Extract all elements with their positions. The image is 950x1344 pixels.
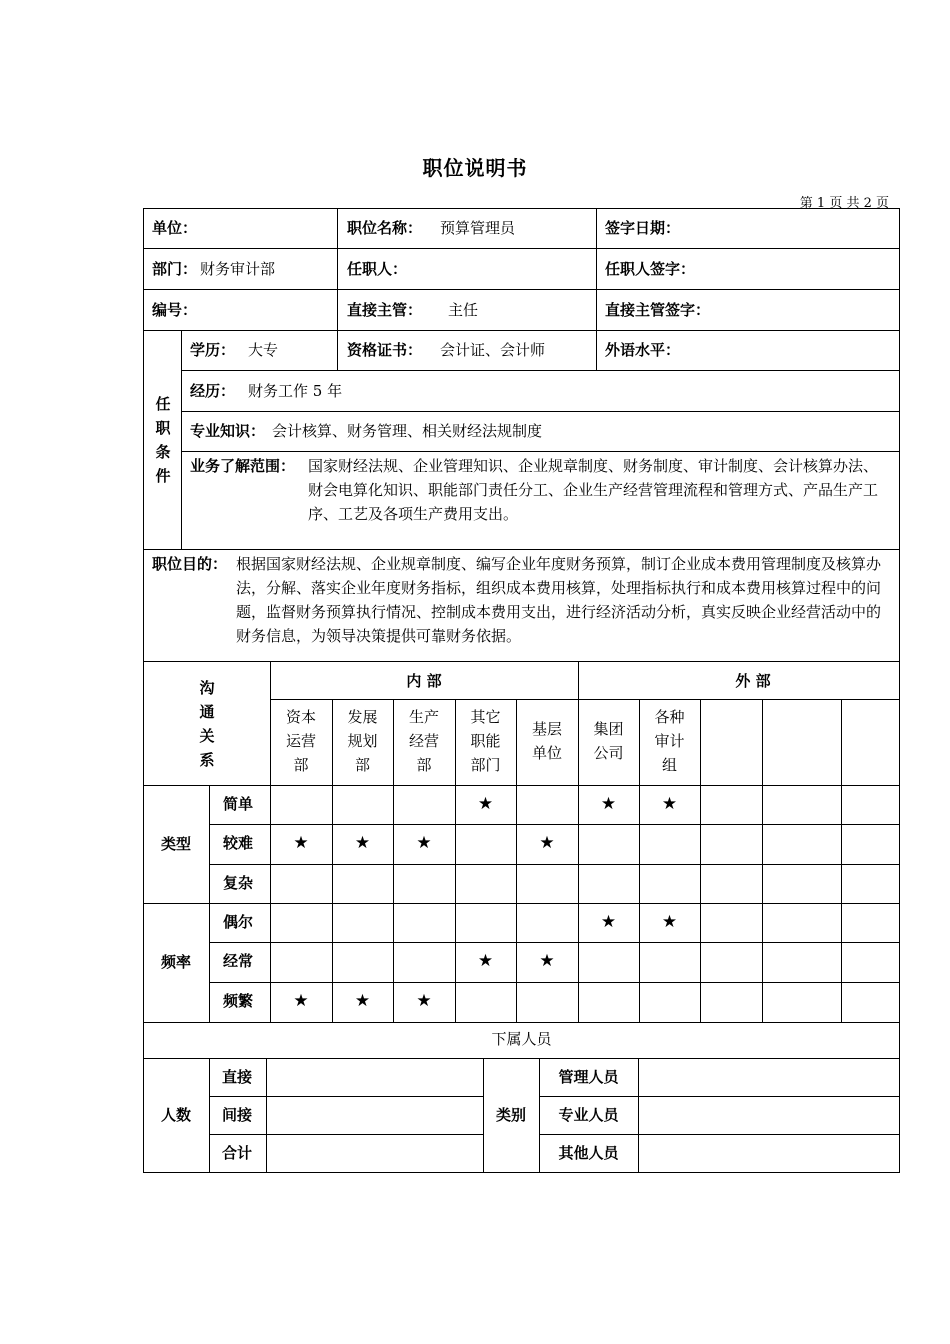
row-divider bbox=[209, 982, 900, 983]
incumbent-label: 任职人： bbox=[347, 260, 408, 278]
row-divider bbox=[209, 824, 900, 825]
sign-date-label: 签字日期： bbox=[605, 219, 681, 237]
star-mark-0-0-3: ★ bbox=[477, 794, 494, 814]
headcount-total-label: 合计 bbox=[222, 1144, 253, 1162]
experience-label: 经历： bbox=[190, 382, 236, 400]
number-label: 编号： bbox=[152, 301, 198, 319]
language-label: 外语水平： bbox=[605, 341, 681, 359]
headcount-indirect-label: 间接 bbox=[222, 1106, 253, 1124]
column-header-0: 资本运营部 bbox=[285, 708, 316, 774]
education-label: 学历： bbox=[190, 341, 236, 359]
star-mark-1-1-3: ★ bbox=[477, 951, 494, 971]
star-mark-1-0-6: ★ bbox=[661, 912, 678, 932]
row-divider bbox=[181, 411, 900, 412]
purpose-value: 根据国家财经法规、企业规章制度、编写企业年度财务预算，制订企业成本费用管理制度及核算办法，分解、落实企业年度财务指标，组织成本费用核算，处理指标执行和成本费用核算过程中的问题，监督财务预算执行情况、控制成本费用支出，进行经济活动分析，真实反映企业经营活动中的财务信息，为领导决策提供可靠财务依据。 bbox=[236, 555, 882, 645]
business-scope-label: 业务了解范围： bbox=[190, 457, 296, 475]
column-header-5: 集团公司 bbox=[593, 720, 624, 762]
qualification-section-label: 任职条件 bbox=[155, 395, 171, 485]
row-divider bbox=[539, 1134, 900, 1135]
row-divider bbox=[143, 903, 900, 904]
column-header-2: 生产经营部 bbox=[408, 708, 439, 774]
star-mark-0-0-5: ★ bbox=[600, 794, 617, 814]
knowledge-label: 专业知识： bbox=[190, 422, 266, 440]
col-divider bbox=[393, 699, 394, 1022]
col-divider bbox=[266, 1058, 267, 1173]
row-label-0-1: 较难 bbox=[223, 834, 254, 852]
certificate-value: 会计证、会计师 bbox=[440, 341, 546, 359]
row-label-1-2: 频繁 bbox=[223, 992, 254, 1010]
star-mark-0-1-0: ★ bbox=[293, 833, 309, 853]
col-divider bbox=[841, 699, 842, 1022]
row-divider bbox=[143, 661, 900, 662]
row-divider bbox=[209, 1134, 483, 1135]
experience-value: 财务工作 5 年 bbox=[248, 382, 343, 400]
group-label-0: 类型 bbox=[160, 835, 191, 853]
col-divider bbox=[638, 1058, 639, 1173]
star-mark-0-1-2: ★ bbox=[416, 833, 432, 853]
star-mark-1-0-5: ★ bbox=[600, 912, 617, 932]
col-divider bbox=[332, 699, 333, 1022]
row-label-1-0: 偶尔 bbox=[223, 913, 254, 931]
supervisor-value: 主任 bbox=[448, 301, 479, 319]
subordinates-title: 下属人员 bbox=[491, 1030, 552, 1048]
row-divider bbox=[143, 549, 900, 550]
category-professional-label: 专业人员 bbox=[558, 1106, 619, 1124]
group-label-1: 频率 bbox=[160, 953, 191, 971]
col-divider bbox=[596, 208, 597, 370]
column-header-4: 基层单位 bbox=[531, 720, 562, 762]
row-divider bbox=[143, 1058, 900, 1059]
category-label: 类别 bbox=[495, 1106, 526, 1124]
star-mark-0-1-1: ★ bbox=[354, 833, 371, 853]
col-divider bbox=[209, 1058, 210, 1173]
headcount-direct-label: 直接 bbox=[222, 1068, 253, 1086]
position-name-label: 职位名称： bbox=[347, 219, 423, 237]
supervisor-label: 直接主管： bbox=[347, 301, 423, 319]
star-mark-1-1-4: ★ bbox=[539, 951, 555, 971]
row-label-0-2: 复杂 bbox=[223, 874, 254, 892]
col-divider bbox=[578, 661, 579, 1022]
col-divider bbox=[762, 699, 763, 1022]
page-number: 第 1 页 共 2 页 bbox=[799, 196, 889, 211]
row-divider bbox=[143, 1022, 900, 1023]
star-mark-1-2-0: ★ bbox=[293, 991, 309, 1011]
document-title: 职位说明书 bbox=[422, 156, 528, 180]
row-divider bbox=[209, 942, 900, 943]
col-divider bbox=[337, 208, 338, 370]
row-label-0-0: 简单 bbox=[223, 795, 254, 813]
dept-label: 部门： bbox=[152, 260, 198, 278]
col-divider bbox=[700, 699, 701, 1022]
position-name-value: 预算管理员 bbox=[440, 219, 516, 237]
star-mark-0-0-6: ★ bbox=[661, 794, 678, 814]
supervisor-sign-label: 直接主管签字： bbox=[605, 301, 711, 319]
row-divider bbox=[209, 864, 900, 865]
row-divider bbox=[143, 289, 900, 290]
internal-header: 内 部 bbox=[406, 672, 442, 690]
column-header-1: 发展规划部 bbox=[347, 708, 378, 774]
certificate-label: 资格证书： bbox=[347, 341, 423, 359]
star-mark-1-2-2: ★ bbox=[416, 991, 432, 1011]
unit-label: 单位： bbox=[152, 219, 198, 237]
dept-value: 财务审计部 bbox=[200, 260, 276, 278]
col-divider bbox=[639, 699, 640, 1022]
row-divider bbox=[270, 699, 900, 700]
headcount-label: 人数 bbox=[160, 1106, 191, 1124]
qualification-side-divider bbox=[181, 330, 182, 549]
column-header-3: 其它职能部门 bbox=[470, 708, 501, 774]
communication-section-label: 沟通关系 bbox=[199, 679, 215, 769]
external-header: 外 部 bbox=[735, 672, 771, 690]
col-divider bbox=[516, 699, 517, 1022]
row-divider bbox=[143, 248, 900, 249]
row-divider bbox=[181, 370, 900, 371]
col-divider bbox=[455, 699, 456, 1022]
row-label-1-1: 经常 bbox=[223, 952, 254, 970]
purpose-label: 职位目的： bbox=[152, 555, 228, 573]
row-divider bbox=[181, 451, 900, 452]
business-scope-value: 国家财经法规、企业管理知识、企业规章制度、财务制度、审计制度、会计核算办法、财会电算化知识、职能部门责任分工、企业生产经营管理流程和管理方式、产品生产工序、工艺及各项生产费用支出。 bbox=[308, 457, 879, 523]
star-mark-1-2-1: ★ bbox=[354, 991, 371, 1011]
incumbent-sign-label: 任职人签字： bbox=[605, 260, 696, 278]
education-value: 大专 bbox=[248, 341, 279, 359]
star-mark-0-1-4: ★ bbox=[539, 833, 555, 853]
knowledge-value: 会计核算、财务管理、相关财经法规制度 bbox=[272, 422, 543, 440]
column-header-6: 各种审计组 bbox=[654, 708, 685, 774]
row-divider bbox=[539, 1096, 900, 1097]
category-other-label: 其他人员 bbox=[558, 1144, 619, 1162]
row-divider bbox=[209, 1096, 483, 1097]
category-management-label: 管理人员 bbox=[558, 1068, 619, 1086]
row-divider bbox=[143, 330, 900, 331]
row-divider bbox=[143, 785, 900, 786]
